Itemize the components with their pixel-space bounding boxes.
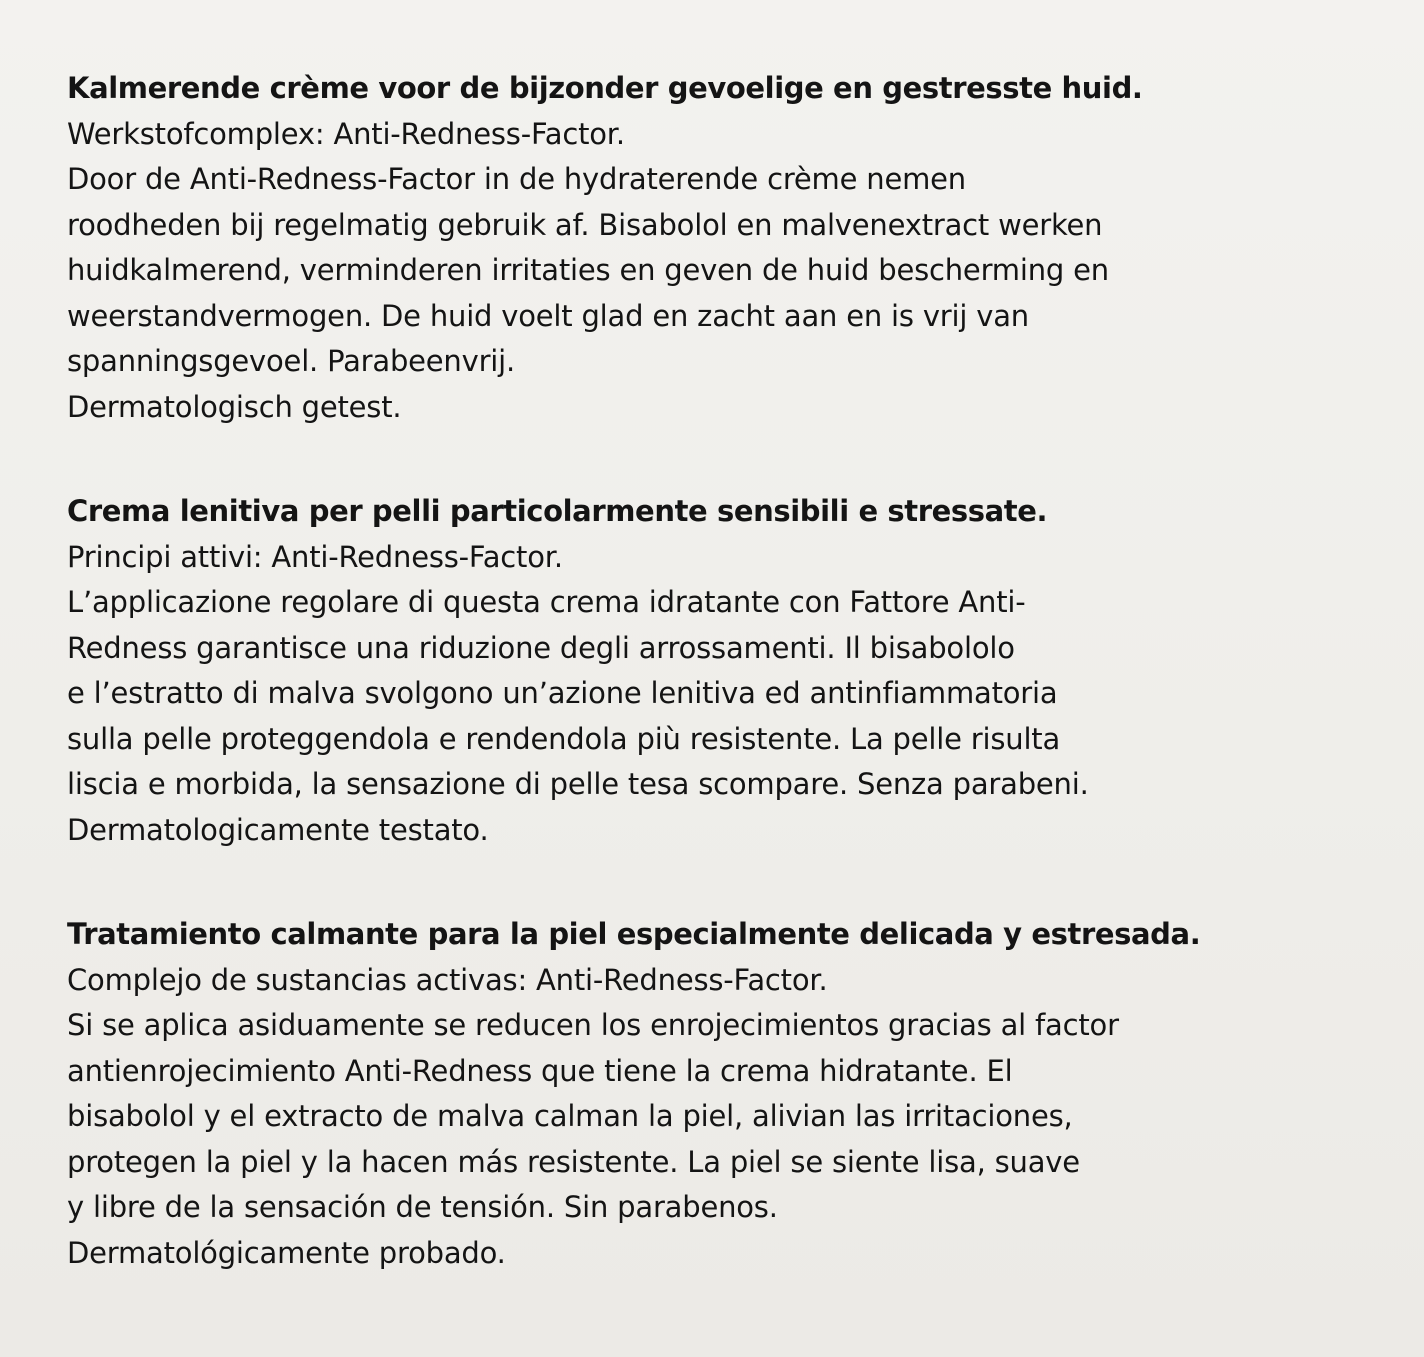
- section-line: e l’estratto di malva svolgono un’azione lenitiva ed antinfiammatoria: [67, 676, 1058, 710]
- section-heading: Crema lenitiva per pelli particolarmente sensibili e stressate.: [67, 494, 1048, 528]
- section-line: antienrojecimiento Anti-Redness que tiene la crema hidratante. El: [67, 1053, 1013, 1088]
- section-line: sulla pelle proteggendola e rendendola più resistente. La pelle risulta: [67, 721, 1061, 756]
- section-line: Dermatológicamente probado.: [67, 1235, 506, 1270]
- section-line: spanningsgevoel. Parabeenvrij.: [67, 344, 516, 378]
- section-heading: Tratamiento calmante para la piel especialmente delicada y estresada.: [67, 917, 1201, 951]
- section-line: L’applicazione regolare di questa crema idratante con Fattore Anti-: [67, 585, 1026, 619]
- section-line: roodheden bij regelmatig gebruik af. Bisabolol en malvenextract werken: [67, 207, 1103, 242]
- section-line: Dermatologicamente testato.: [67, 812, 489, 847]
- section-line: protegen la piel y la hacen más resistente. La piel se siente lisa, suave: [67, 1144, 1080, 1179]
- section-line: Werkstofcomplex: Anti-Redness-Factor.: [67, 116, 625, 151]
- section-line: bisabolol y el extracto de malva calman la piel, alivian las irritaciones,: [67, 1099, 1073, 1133]
- section-dutch: [67, 66, 1397, 430]
- section-line: Si se aplica asiduamente se reducen los enrojecimientos gracias al factor: [67, 1008, 1119, 1042]
- section-line: y libre de la sensación de tensión. Sin parabenos.: [67, 1190, 778, 1224]
- section-line: Door de Anti-Redness-Factor in de hydraterende crème nemen: [67, 162, 966, 196]
- section-line: Principi attivi: Anti-Redness-Factor.: [67, 539, 563, 574]
- section-italian: [67, 489, 1397, 853]
- section-line: Complejo de sustancias activas: Anti-Redness-Factor.: [67, 962, 828, 997]
- section-line: Redness garantisce una riduzione degli arrossamenti. Il bisabololo: [67, 630, 1015, 665]
- section-heading: Kalmerende crème voor de bijzonder gevoelige en gestresste huid.: [67, 71, 1143, 105]
- section-line: weerstandvermogen. De huid voelt glad en zacht aan en is vrij van: [67, 298, 1029, 333]
- section-spanish: [67, 912, 1397, 1276]
- section-line: huidkalmerend, verminderen irritaties en geven de huid bescherming en: [67, 253, 1109, 287]
- section-line: Dermatologisch getest.: [67, 389, 402, 424]
- section-line: liscia e morbida, la sensazione di pelle tesa scompare. Senza parabeni.: [67, 767, 1089, 801]
